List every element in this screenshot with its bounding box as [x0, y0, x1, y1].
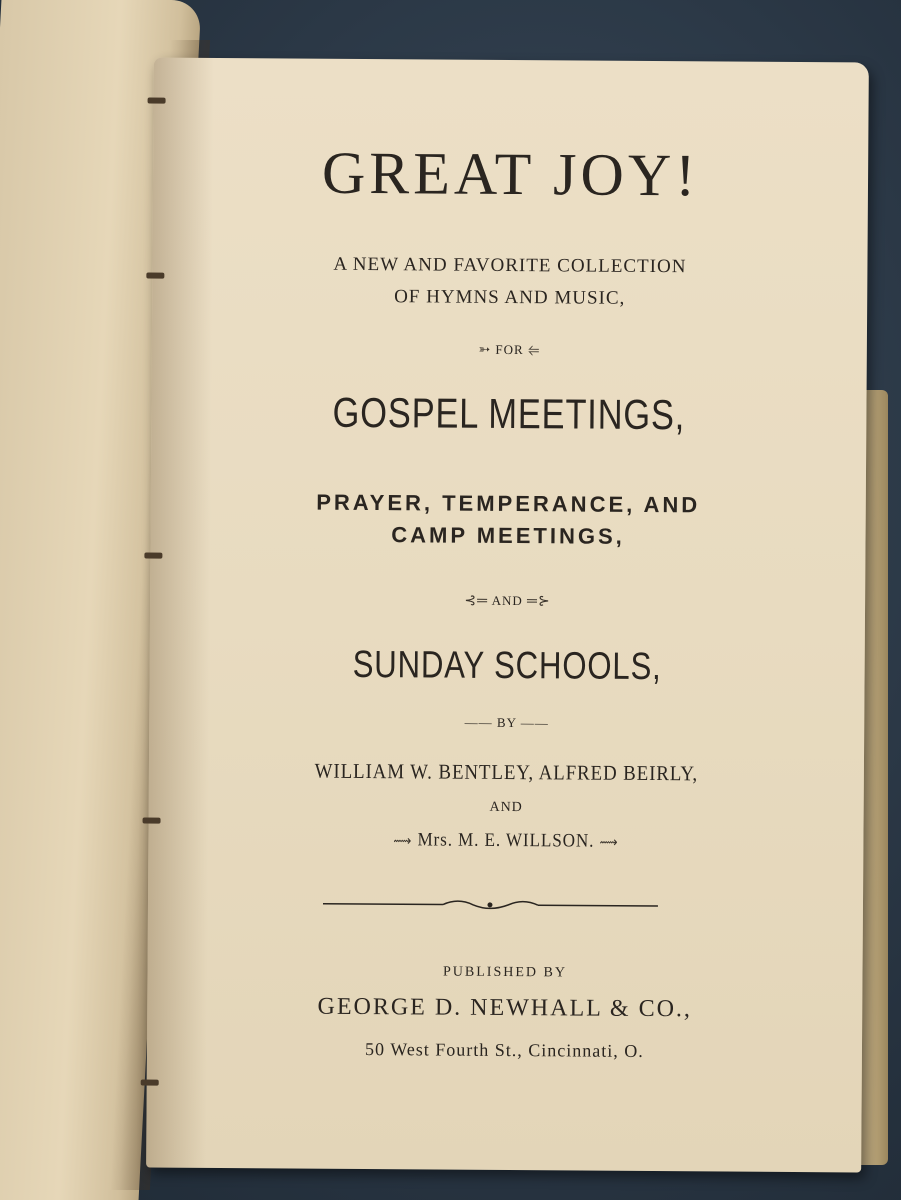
leaf-ornament-icon: ➳ — [478, 342, 492, 358]
binding-stitch — [148, 97, 166, 103]
binding-stitch — [144, 552, 162, 558]
published-by: PUBLISHED BY — [442, 964, 568, 981]
for-connector — [152, 340, 867, 362]
authors-line-2: Mrs. M. E. WILLSON. — [417, 829, 595, 852]
publisher-address: 50 West Fourth St., Cincinnati, O. — [365, 1039, 644, 1061]
dash-ornament: —— — [464, 714, 493, 730]
leaf-ornament-icon: ⥢ — [527, 343, 541, 359]
authors-line-1: WILLIAM W. BENTLEY, ALFRED BEIRLY, — [314, 758, 699, 786]
heading-prayer-line-2: CAMP MEETINGS, — [391, 522, 625, 549]
heading-prayer-line-1: PRAYER, TEMPERANCE, AND — [316, 489, 701, 518]
scroll-ornament-icon: ⊰═ — [464, 593, 489, 609]
authors-and: AND — [489, 799, 523, 816]
for-label: FOR — [495, 341, 524, 358]
heading-sunday-schools: SUNDAY SCHOOLS, — [352, 643, 662, 689]
ornamental-divider — [323, 897, 658, 913]
authors-line-2-row — [184, 828, 828, 854]
binding-stitch — [146, 272, 164, 278]
binding-stitch — [141, 1079, 159, 1085]
heading-gospel-meetings: GOSPEL MEETINGS, — [332, 388, 686, 439]
by-connector — [149, 713, 864, 734]
by-label: BY — [496, 714, 517, 731]
subtitle-line-2: OF HYMNS AND MUSIC, — [394, 286, 626, 309]
and-connector — [150, 591, 865, 613]
subtitle-line-1: A NEW AND FAVORITE COLLECTION — [333, 253, 687, 278]
swash-ornament-icon: ⟿ — [599, 835, 619, 851]
title-page — [146, 58, 869, 1173]
binding-stitch — [143, 817, 161, 823]
publisher-name: GEORGE D. NEWHALL & CO., — [317, 993, 693, 1023]
book-title: GREAT JOY! — [321, 139, 700, 209]
heading-prayer — [210, 486, 805, 554]
scroll-ornament-icon: ═⊱ — [527, 594, 551, 610]
and-label: AND — [491, 592, 523, 609]
subtitle — [272, 248, 747, 315]
swash-ornament-icon: ⟿ — [393, 834, 413, 850]
dash-ornament: —— — [520, 715, 549, 731]
